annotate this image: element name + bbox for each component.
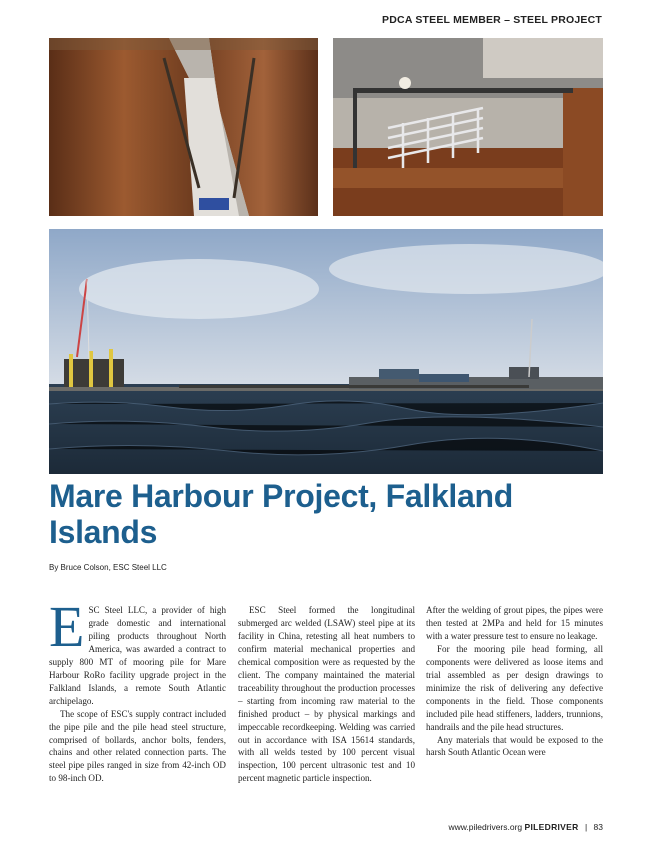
photo-pipes-on-deck xyxy=(49,38,318,216)
footer-url[interactable]: www.piledrivers.org xyxy=(448,822,523,832)
footer-brand: PILEDRIVER xyxy=(524,822,579,832)
paragraph: After the welding of grout pipes, the pipes were then tested at 2MPa and held for 15 minutes with a water pressure test to ensure no leakage. xyxy=(426,605,603,641)
page-footer xyxy=(448,822,603,832)
paragraph: Any materials that would be exposed to the harsh South Atlantic Ocean were xyxy=(426,734,603,758)
paragraph: The scope of ESC's supply contract included the pipe pile and the pile head steel structure, comprised of bollards, anchor bolts, fenders, chains and other related connection parts. The steel pipe piles ranged in size from 42-inch OD to 98-inch OD. xyxy=(49,708,226,784)
paragraph: ESC Steel LLC, a provider of high grade domestic and international piling products throughout North America, was awarded a contract to supply 800 MT of mooring pile for Mare Harbour RoRo facility upgrade project in the Falkland Islands, a remote South Atlantic archipelago. xyxy=(49,594,226,706)
drop-cap: E xyxy=(49,594,85,659)
article-title: Mare Harbour Project, Falkland Islands xyxy=(49,478,514,550)
paragraph: For the mooring pile head forming, all components were delivered as loose items and trial assembled as per design drawings to minimize the risk of delivering any defective components in the field. Those components included pile head stiffeners, ladders, trunnions, handrails and the pile head structures. xyxy=(426,643,603,732)
article-column-1 xyxy=(49,594,226,785)
footer-separator: | xyxy=(584,822,588,832)
page-number: 83 xyxy=(593,822,603,832)
section-header-tag: PDCA STEEL MEMBER – STEEL PROJECT xyxy=(382,14,602,26)
photo-mare-harbour xyxy=(49,229,603,474)
article-column-2 xyxy=(238,604,415,785)
article-column-3 xyxy=(426,604,603,759)
photo-pile-head-parts xyxy=(333,38,603,216)
paragraph: ESC Steel formed the longitudinal submerged arc welded (LSAW) steel pipe at its facility in China, retesting all heat numbers to confirm material mechanical properties and chemical composition were as requested by the client. The company maintained the material traceability throughout the production processes – starting from incoming raw material to the finished product – by physical markings and impeccable recordkeeping. Welding was carried out in accordance with ISA 15614 standards, with all welds tested by 100 percent visual inspection, 100 percent ultrasonic test and 10 percent magnetic particle inspection. xyxy=(238,605,415,784)
article-byline: By Bruce Colson, ESC Steel LLC xyxy=(49,563,167,572)
